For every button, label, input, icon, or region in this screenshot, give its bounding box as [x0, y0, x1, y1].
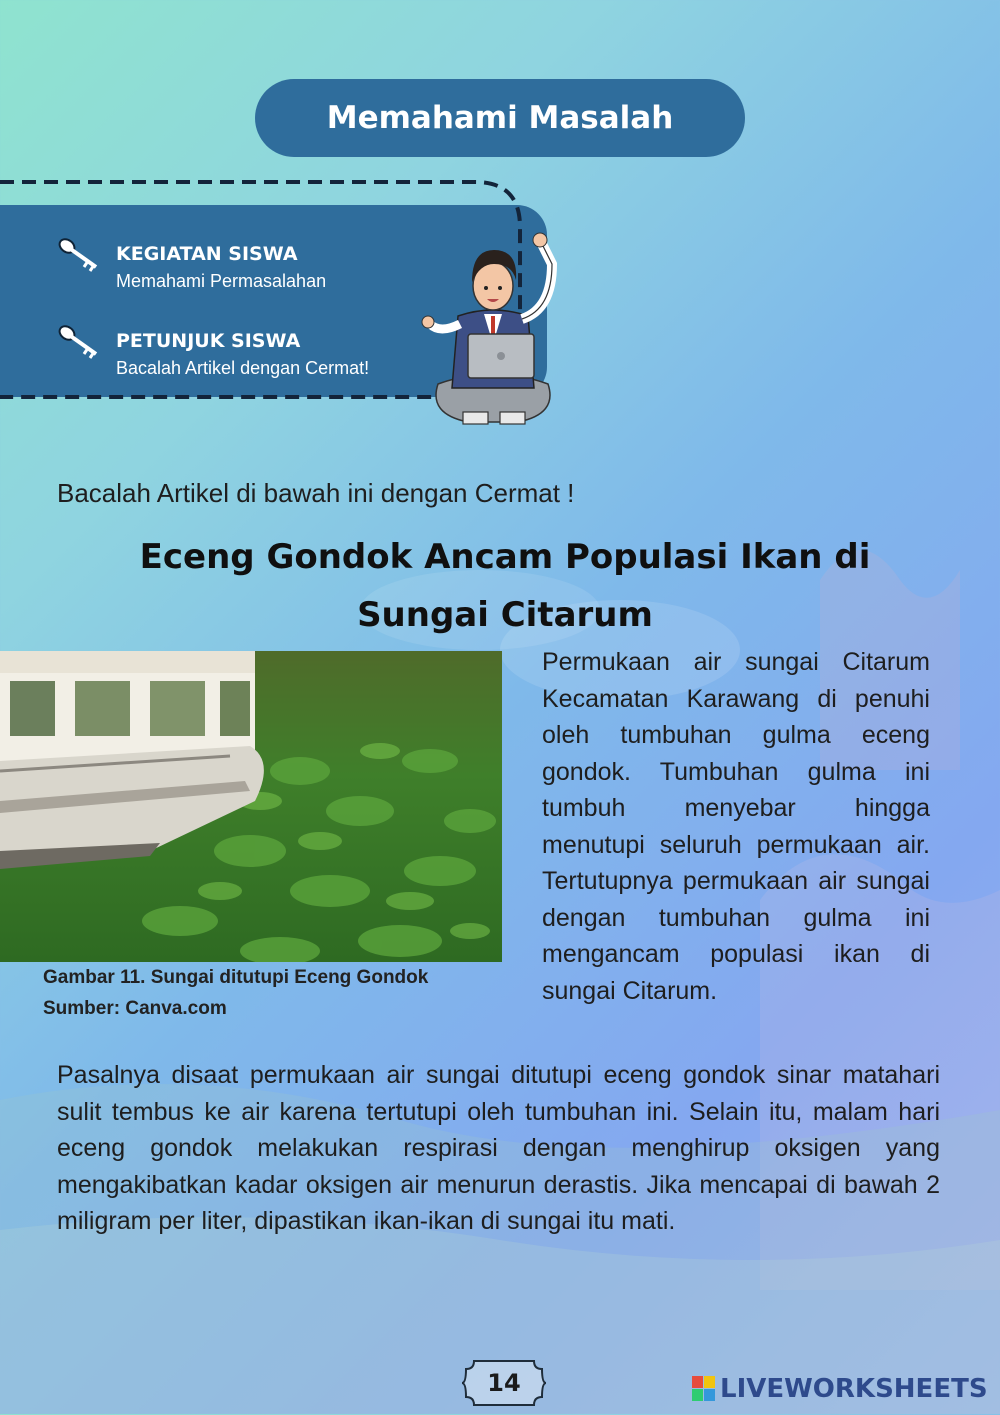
article-photo [0, 651, 502, 962]
photo-caption [43, 962, 428, 1024]
student-illustration [418, 224, 568, 434]
kegiatan-text: Memahami Permasalahan [116, 271, 327, 291]
article-title [60, 528, 950, 644]
info-item-kegiatan [58, 243, 326, 292]
petunjuk-text: Bacalah Artikel dengan Cermat! [116, 358, 370, 378]
info-item-petunjuk [58, 330, 369, 379]
article-side-paragraph: Permukaan air sungai Citarum Kecamatan Karawang di penuhi oleh tumbuhan gulma eceng gondok. Tumbuhan gulma ini tumbuh menyebar hingga menutupi seluruh permukaan air. Tertutupnya permukaan air sungai dengan tumbuhan gulma ini mengancam populasi ikan di sungai Citarum. [542, 648, 930, 1005]
page-number: 14 [487, 1369, 521, 1397]
liveworksheets-logo[interactable] [692, 1374, 988, 1404]
section-title: Memahami Masalah [326, 100, 674, 136]
kegiatan-heading: KEGIATAN SISWA [116, 243, 298, 265]
caption-line1: Gambar 11. Sungai ditutupi Eceng Gondok [43, 967, 429, 988]
liveworksheets-icon [692, 1376, 716, 1402]
section-title-pill [255, 79, 745, 157]
key-icon [58, 324, 108, 360]
petunjuk-heading: PETUNJUK SISWA [116, 330, 301, 352]
caption-source: Sumber: Canva.com [43, 998, 227, 1019]
brand-name: LIVEWORKSHEETS [720, 1374, 988, 1404]
boat-hyacinth-image [0, 651, 502, 962]
article-body-paragraph: Pasalnya disaat permukaan air sungai ditutupi eceng gondok sinar matahari sulit tembus ke air karena tertutupi oleh tumbuhan ini. Selain itu, malam hari eceng gondok melakukan respirasi dengan menghirup oksigen yang mengakibatkan kadar oksigen air menurun derastis. Jika mencapai di bawah 2 miligram per liter, dipastikan ikan-ikan di sungai itu mati. [57, 1061, 940, 1235]
key-icon [58, 237, 108, 273]
article-title-line2: Sungai Citarum [357, 595, 653, 635]
article-title-line1: Eceng Gondok Ancam Populasi Ikan di [139, 537, 871, 577]
page-number-badge [460, 1355, 548, 1411]
article-intro: Bacalah Artikel di bawah ini dengan Cermat ! [57, 478, 575, 508]
